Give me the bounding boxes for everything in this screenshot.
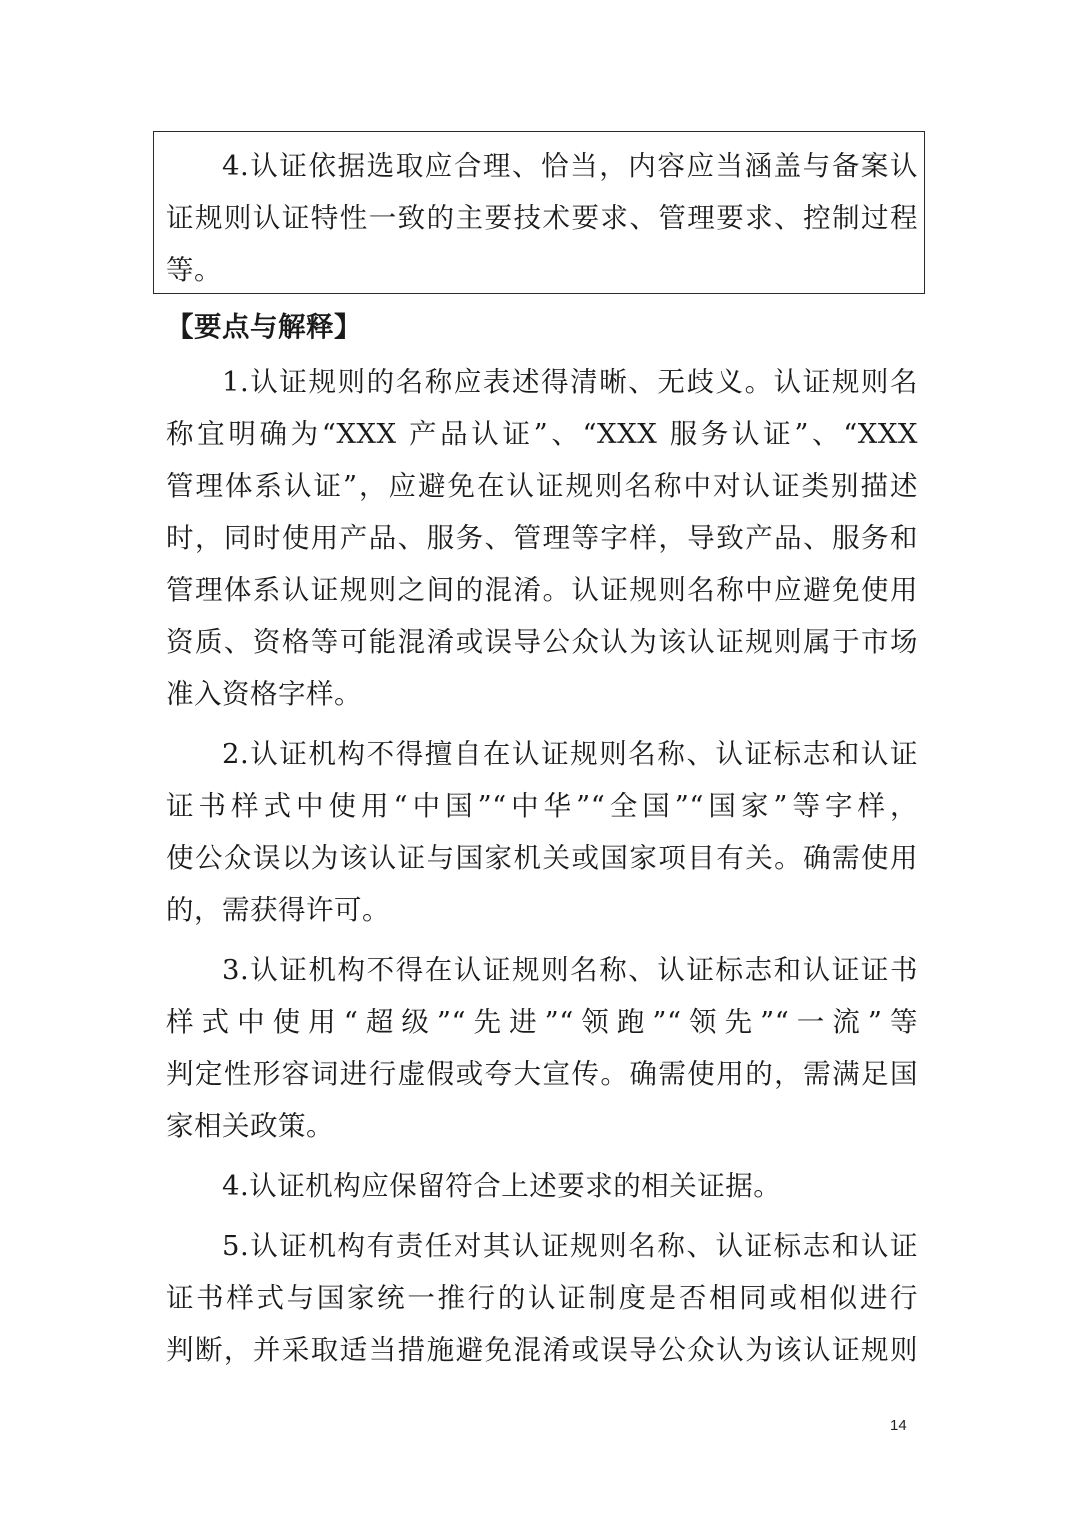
paragraph-line: 时，同时使用产品、服务、管理等字样，导致产品、服务和: [166, 522, 918, 554]
paragraph-line: 管理体系认证规则之间的混淆。认证规则名称中应避免使用: [166, 574, 918, 606]
box-line-1: 4.认证依据选取应合理、恰当，内容应当涵盖与备案认: [222, 150, 918, 182]
section-heading: 【要点与解释】: [166, 311, 362, 343]
paragraph-line: 判断，并采取适当措施避免混淆或误导公众认为该认证规则: [166, 1334, 918, 1366]
paragraph-line: 家相关政策。: [166, 1110, 334, 1142]
paragraph-line: 样式中使用“超级”“先进”“领跑”“领先”“一流”等: [166, 1006, 918, 1038]
paragraph-line: 证书样式中使用“中国”“中华”“全国”“国家”等字样，: [166, 790, 918, 822]
paragraph-line: 2.认证机构不得擅自在认证规则名称、认证标志和认证: [222, 738, 918, 770]
paragraph-line: 使公众误以为该认证与国家机关或国家项目有关。确需使用: [166, 842, 918, 874]
paragraph-line: 的，需获得许可。: [166, 894, 390, 926]
paragraph-line: 资质、资格等可能混淆或误导公众认为该认证规则属于市场: [166, 626, 918, 658]
paragraph-line: 准入资格字样。: [166, 678, 362, 710]
paragraph-line: 1.认证规则的名称应表述得清晰、无歧义。认证规则名: [222, 366, 918, 398]
paragraph-line: 称宜明确为“XXX 产品认证”、“XXX 服务认证”、“XXX: [166, 418, 918, 450]
paragraph-line: 证书样式与国家统一推行的认证制度是否相同或相似进行: [166, 1282, 918, 1314]
box-line-3: 等。: [166, 254, 222, 286]
paragraph-line: 判定性形容词进行虚假或夸大宣传。确需使用的，需满足国: [166, 1058, 918, 1090]
paragraph-line: 4.认证机构应保留符合上述要求的相关证据。: [222, 1170, 782, 1202]
paragraph-line: 3.认证机构不得在认证规则名称、认证标志和认证证书: [222, 954, 918, 986]
paragraph-line: 5.认证机构有责任对其认证规则名称、认证标志和认证: [222, 1230, 918, 1262]
box-line-2: 证规则认证特性一致的主要技术要求、管理要求、控制过程: [166, 202, 918, 234]
page-number: 14: [890, 1417, 907, 1434]
paragraph-line: 管理体系认证”，应避免在认证规则名称中对认证类别描述: [166, 470, 918, 502]
